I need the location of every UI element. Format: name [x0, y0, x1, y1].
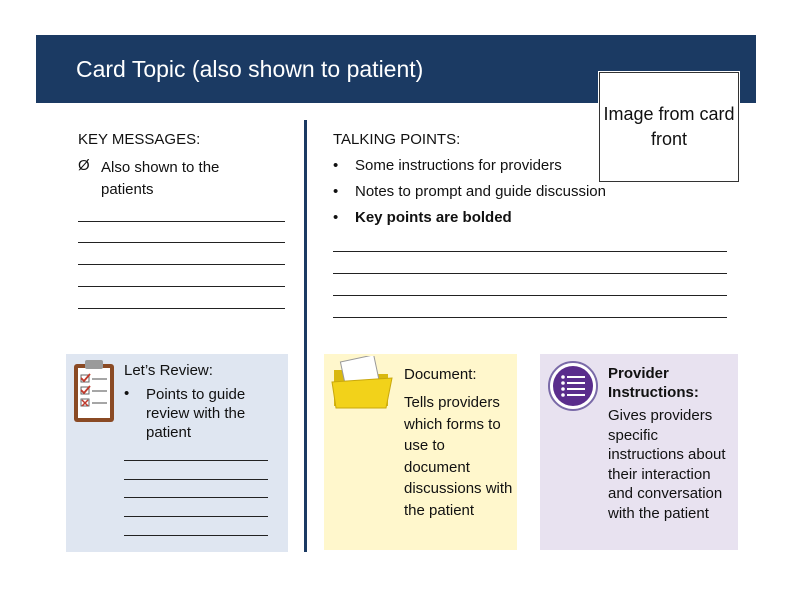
- bullet-icon: •: [333, 209, 339, 226]
- talking-point-item: [333, 207, 606, 233]
- document-title: Document:: [404, 366, 477, 383]
- talking-points-line: [333, 295, 727, 296]
- talking-point-text: Key points are bolded: [355, 209, 512, 226]
- image-placeholder: [599, 72, 739, 182]
- talking-points-line: [333, 251, 727, 252]
- key-message-bullet: Also shown to the patients: [101, 159, 220, 198]
- review-line: [124, 479, 268, 480]
- key-messages-heading: KEY MESSAGES:: [78, 131, 201, 148]
- review-bullet: Points to guide review with the patient: [146, 386, 246, 441]
- card-topic-title: Card Topic (also shown to patient): [76, 56, 424, 82]
- image-placeholder-text: Image from card front: [603, 104, 735, 149]
- clipboard-checklist-icon: [72, 358, 116, 424]
- talking-point-item: [333, 155, 606, 181]
- bullet-icon: •: [333, 157, 339, 174]
- provider-text: Gives providers specific instructions about their interaction and conversation with the patient: [608, 407, 726, 522]
- arrow-bullet-icon: Ø: [78, 157, 90, 174]
- key-messages-line: [78, 264, 285, 265]
- review-line: [124, 516, 268, 517]
- bullet-icon: •: [124, 385, 130, 402]
- document-text: Tells providers which forms to use to document discussions with the patient: [404, 394, 513, 519]
- bullet-icon: •: [333, 183, 339, 200]
- talking-points-heading: TALKING POINTS:: [333, 131, 461, 148]
- talking-points-line: [333, 317, 727, 318]
- key-messages-line: [78, 242, 285, 243]
- review-line: [124, 460, 268, 461]
- key-messages-line: [78, 286, 285, 287]
- talking-point-item: [333, 181, 606, 207]
- provider-title: Provider Instructions:: [608, 365, 699, 401]
- key-messages-line: [78, 221, 285, 222]
- folder-icon: [330, 356, 396, 412]
- talking-point-text: Some instructions for providers: [355, 157, 562, 174]
- review-title: Let’s Review:: [124, 362, 213, 379]
- talking-point-text: Notes to prompt and guide discussion: [355, 183, 606, 200]
- talking-points-list: [333, 155, 606, 233]
- review-line: [124, 497, 268, 498]
- key-messages-line: [78, 308, 285, 309]
- talking-points-line: [333, 273, 727, 274]
- column-divider: [304, 120, 307, 552]
- list-circle-icon: [547, 360, 599, 412]
- review-line: [124, 535, 268, 536]
